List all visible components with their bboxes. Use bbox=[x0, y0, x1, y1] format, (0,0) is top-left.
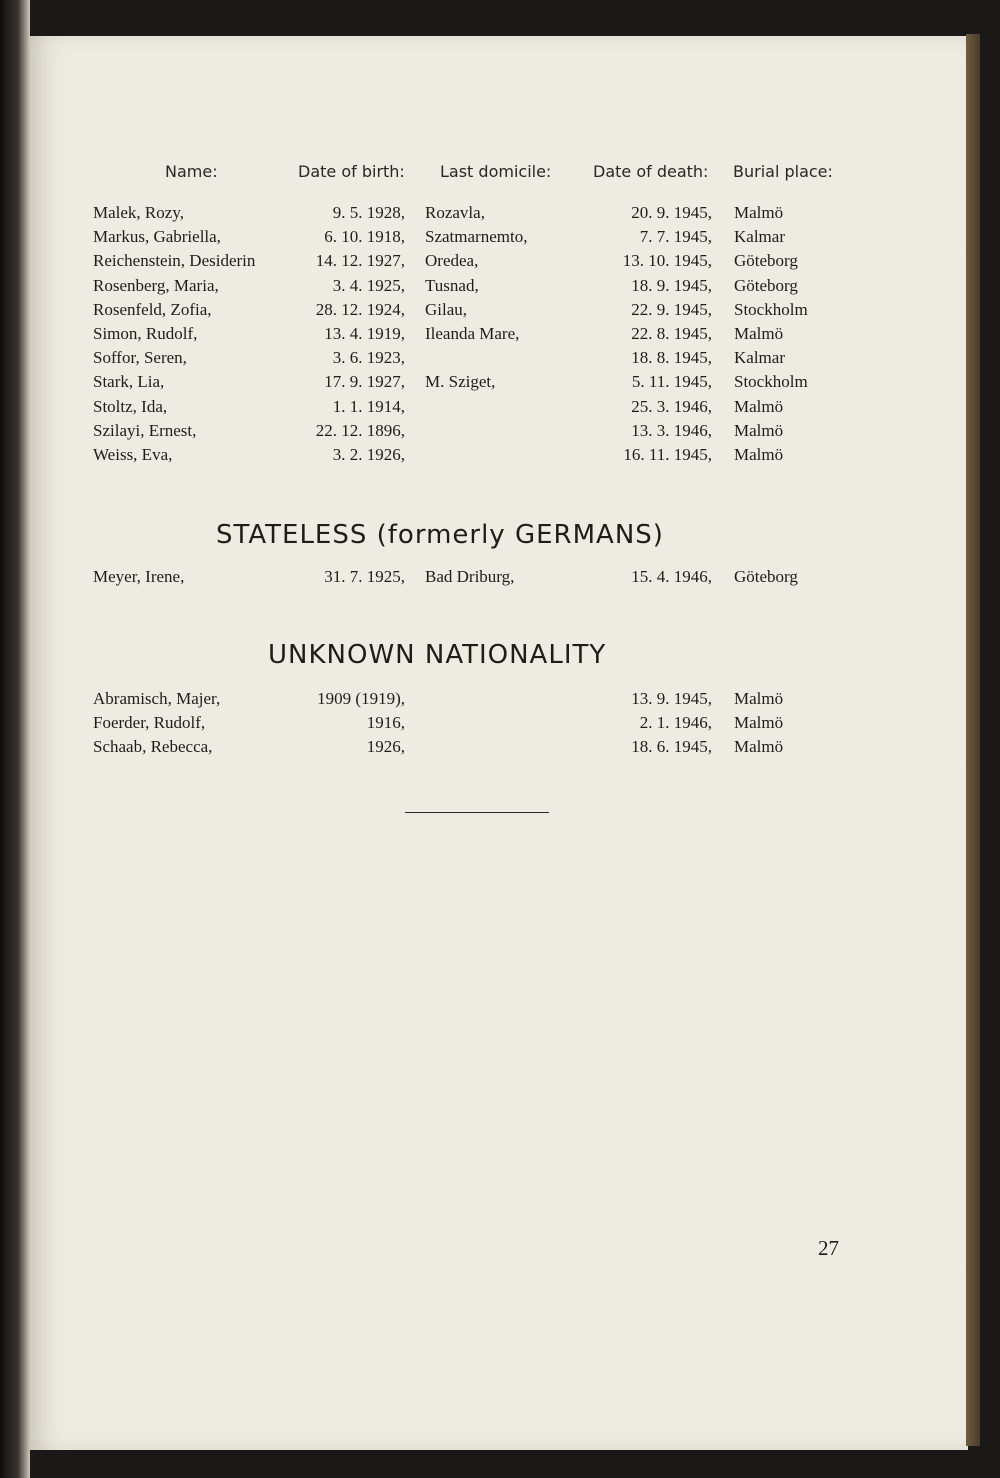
cell-name: Soffor, Seren, bbox=[93, 348, 187, 368]
header-date-of-death: Date of death: bbox=[593, 162, 709, 181]
cell-burial-place: Malmö bbox=[734, 713, 784, 732]
section-divider bbox=[405, 812, 549, 813]
cell-date-of-death: 13. 9. 1945, bbox=[631, 689, 712, 708]
cell-burial-place: Malmö bbox=[734, 203, 784, 222]
cell-burial-place: Malmö bbox=[734, 737, 784, 756]
cell-burial-place: Malmö bbox=[734, 689, 784, 708]
cell-burial-place: Malmö bbox=[734, 445, 784, 464]
cell-name: Meyer, Irene, bbox=[93, 567, 185, 586]
cell-date-of-death: 7. 7. 1945, bbox=[639, 227, 712, 247]
cell-name: Malek, Rozy, bbox=[93, 203, 184, 222]
cell-last-domicile: Oredea, bbox=[425, 251, 479, 271]
cell-burial-place: Stockholm bbox=[734, 372, 808, 392]
cell-date-of-birth: 9. 5. 1928, bbox=[332, 203, 405, 222]
cell-burial-place: Kalmar bbox=[734, 348, 785, 368]
cell-burial-place: Stockholm bbox=[734, 299, 808, 319]
header-name: Name: bbox=[165, 162, 218, 181]
cell-burial-place: Göteborg bbox=[734, 275, 798, 295]
cell-date-of-birth: 22. 12. 1896, bbox=[315, 420, 405, 440]
book-spine-shadow bbox=[0, 0, 30, 1478]
cell-date-of-death: 15. 4. 1946, bbox=[631, 567, 712, 586]
cell-date-of-death: 18. 6. 1945, bbox=[631, 737, 712, 756]
cell-last-domicile: Bad Driburg, bbox=[425, 567, 515, 586]
cell-date-of-death: 16. 11. 1945, bbox=[623, 445, 712, 464]
cell-date-of-death: 22. 9. 1945, bbox=[631, 299, 712, 319]
cell-name: Foerder, Rudolf, bbox=[93, 713, 206, 732]
cell-name: Stark, Lia, bbox=[93, 372, 165, 392]
cell-date-of-birth: 1916, bbox=[366, 713, 405, 732]
cell-burial-place: Kalmar bbox=[734, 227, 785, 247]
cell-name: Reichenstein, Desiderin bbox=[93, 251, 256, 271]
cell-name: Abramisch, Majer, bbox=[93, 689, 221, 708]
cell-name: Markus, Gabriella, bbox=[93, 227, 221, 247]
cell-name: Weiss, Eva, bbox=[93, 445, 173, 464]
cell-burial-place: Malmö bbox=[734, 396, 784, 416]
cell-burial-place: Göteborg bbox=[734, 251, 798, 271]
header-burial-place: Burial place: bbox=[733, 162, 833, 181]
cell-last-domicile: Tusnad, bbox=[425, 275, 479, 295]
cell-last-domicile: M. Sziget, bbox=[425, 372, 496, 392]
page-number: 27 bbox=[818, 1236, 839, 1260]
cell-last-domicile: Gilau, bbox=[425, 299, 468, 319]
cell-date-of-death: 18. 8. 1945, bbox=[631, 348, 712, 368]
cell-last-domicile: Ileanda Mare, bbox=[425, 324, 520, 343]
page-edge bbox=[966, 34, 980, 1446]
header-last-domicile: Last domicile: bbox=[440, 162, 552, 181]
cell-date-of-birth: 14. 12. 1927, bbox=[315, 251, 405, 271]
cell-name: Szilayi, Ernest, bbox=[93, 420, 197, 440]
header-date-of-birth: Date of birth: bbox=[298, 162, 405, 181]
cell-date-of-birth: 3. 6. 1923, bbox=[332, 348, 405, 368]
cell-name: Schaab, Rebecca, bbox=[93, 737, 213, 756]
cell-name: Simon, Rudolf, bbox=[93, 324, 198, 343]
cell-date-of-birth: 6. 10. 1918, bbox=[324, 227, 405, 247]
cell-date-of-birth: 1909 (1919), bbox=[317, 689, 405, 708]
cell-date-of-birth: 31. 7. 1925, bbox=[324, 567, 405, 586]
cell-burial-place: Malmö bbox=[734, 324, 784, 343]
cell-date-of-birth: 1. 1. 1914, bbox=[332, 396, 405, 416]
cell-date-of-death: 2. 1. 1946, bbox=[639, 713, 712, 732]
cell-name: Stoltz, Ida, bbox=[93, 396, 168, 416]
cell-date-of-death: 22. 8. 1945, bbox=[631, 324, 712, 343]
cell-date-of-death: 25. 3. 1946, bbox=[631, 396, 712, 416]
cell-date-of-death: 5. 11. 1945, bbox=[631, 372, 712, 392]
section-title-stateless: STATELESS (formerly GERMANS) bbox=[216, 520, 664, 550]
cell-date-of-death: 20. 9. 1945, bbox=[631, 203, 712, 222]
cell-date-of-birth: 28. 12. 1924, bbox=[315, 299, 405, 319]
cell-date-of-birth: 13. 4. 1919, bbox=[324, 324, 405, 343]
cell-date-of-death: 13. 3. 1946, bbox=[631, 420, 712, 440]
cell-last-domicile: Szatmarnemto, bbox=[425, 227, 528, 247]
section-title-unknown-nationality: UNKNOWN NATIONALITY bbox=[268, 640, 607, 670]
cell-name: Rosenfeld, Zofia, bbox=[93, 299, 212, 319]
cell-last-domicile: Rozavla, bbox=[425, 203, 485, 222]
cell-date-of-death: 18. 9. 1945, bbox=[631, 275, 712, 295]
cell-date-of-birth: 3. 4. 1925, bbox=[332, 275, 405, 295]
cell-burial-place: Malmö bbox=[734, 420, 784, 440]
cell-name: Rosenberg, Maria, bbox=[93, 275, 219, 295]
cell-date-of-birth: 1926, bbox=[366, 737, 405, 756]
cell-date-of-birth: 17. 9. 1927, bbox=[324, 372, 405, 392]
cell-date-of-birth: 3. 2. 1926, bbox=[332, 445, 405, 464]
cell-date-of-death: 13. 10. 1945, bbox=[622, 251, 712, 271]
cell-burial-place: Göteborg bbox=[734, 567, 798, 586]
